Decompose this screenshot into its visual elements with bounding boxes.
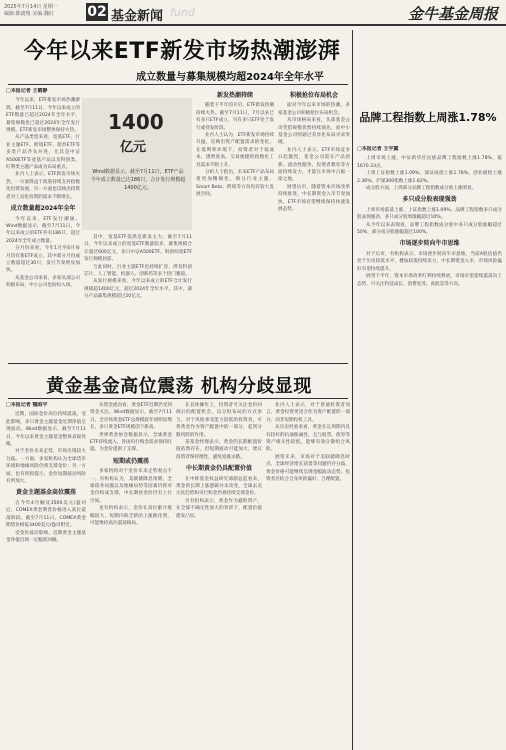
story1-col3-body bbox=[196, 102, 274, 198]
story2-col3b-body bbox=[176, 476, 262, 520]
section-english: fund bbox=[170, 6, 195, 19]
story1-col1 bbox=[6, 88, 80, 358]
story1-subheadline: 成立数量与募集规模均超2024年全年水平 bbox=[136, 72, 324, 83]
pull-unit: 亿元 bbox=[120, 140, 147, 155]
right-story-body1 bbox=[357, 155, 502, 192]
paragraph: 从产品类型来看，宽基ETF、行业主题ETF、跨境ETF、债券ETF等多类产品齐头并进，尤其是中证A500ETF等宽基产品以及科创类、红利类主题产品成为布局重点。 bbox=[6, 135, 80, 171]
paragraph: 业内人士认为，ETF新发市场持续升温，反映出资产配置需求的变化。在低利率环境下，投资者对于低成本、透明度高、交易便捷的指数化工具需求不断上升。 bbox=[196, 133, 274, 168]
paragraph: 其中，宽基ETF依然是新发主力。截至7月11日，今年以来成立的宽基ETF数量较多，募集规模合计超过600亿元，多只中证A500ETF、科创综指ETF发行规模居前。 bbox=[84, 235, 192, 263]
paragraph: 随着下半年的开启，ETF新发热潮持续火热。截至7月11日，7月以来已有多只ETF成立，另有多只ETF处于发行或待发阶段。 bbox=[196, 103, 274, 131]
story1-section1: 成立数量超2024年全年 bbox=[10, 205, 76, 213]
page-header bbox=[0, 0, 506, 24]
story1-col4-body bbox=[278, 102, 350, 213]
paragraph: 成分股方面，上周部分品牌工程指数成分股上涨明显。 bbox=[366, 186, 477, 192]
story1-headline: 今年以来ETF新发市场热潮澎湃 bbox=[23, 39, 341, 64]
page-number: 02 bbox=[87, 4, 107, 20]
story2-col3 bbox=[176, 402, 262, 746]
paragraph: 业内人士表示，ETF市场竞争日趋激烈，基金公司需在产品创新、流动性服务、投资者教育等方面持续发力，才能在市场中占据一席之地。 bbox=[278, 147, 350, 183]
section-title: 基金新闻 bbox=[111, 9, 164, 24]
paragraph: 上周上证指数上涨1.09%，深证成指上涨1.78%，创业板指上涨2.36%，沪深300指数上涨1.82%。 bbox=[357, 171, 502, 184]
story2-col2-body bbox=[90, 402, 172, 454]
paragraph: 从资金流向看，黄金ETF近期仍受到资金关注。Wind数据显示，截至7月11日，全市场黄金ETF总规模较年初明显增长，多只黄金ETF规模创下新高。 bbox=[90, 403, 172, 431]
paragraph: 多家机构对于金价未来走势观点不一。有机构认为，美联储降息预期、全球债务问题以及地缘局势等因素仍将对金价构成支撑，中长期看金价仍有上行空间。 bbox=[90, 469, 172, 504]
paragraph: 受金价波动影响，近期黄金主题基金净值出现一定幅度回撤。 bbox=[6, 530, 86, 543]
paragraph: 从发行规模来看，今年以来成立的ETF合计发行规模超1400亿元，超过2024年全年水平。其中，部分产品募集规模超过20亿元。 bbox=[84, 279, 192, 300]
paragraph: 展望下半年，资本市场改革红利持续释放，市场有望延续震荡向上态势，可关注科技成长、消费复苏、高股息等方向。 bbox=[357, 274, 502, 287]
paragraph: 自今年4月触及3500美元/盎司后，COMEX黄金期货价格进入高位震荡阶段。截至7月11日，COMEX黄金期货价格报3400美元/盎司附近。 bbox=[6, 500, 86, 529]
pull-text: Wind数据显示，截至7月11日，ETF产品今年成立数量已达186只，合计发行规模超1400亿元。 bbox=[90, 169, 186, 191]
story2-col4-body bbox=[266, 402, 350, 483]
story2-section2: 短期或仍震荡 bbox=[112, 457, 149, 465]
story1-section3: 积极抢位布局机会 bbox=[289, 92, 338, 99]
paragraph: 今年以来，ETF新发市场热潮澎湃。截至7月11日，今年以来成立的ETF数量已超过2024年全年水平，募集规模也已超过2024年全年发行规模。ETF新发市场整体保持火热。 bbox=[6, 98, 80, 134]
story1-section2: 新发热潮持续 bbox=[216, 92, 253, 99]
issue-meta bbox=[4, 4, 64, 18]
paragraph: 从今年以来表现看，品牌工程指数成分股中多只成分股涨幅超过50%，部分成分股涨幅超过100%。 bbox=[357, 222, 502, 236]
story1-col2-body bbox=[84, 234, 192, 301]
paragraph: 分析人士指出，未来ETF产品布局将更加精细化，细分行业主题、Smart Beta、跨境等方向均有较大发展空间。 bbox=[196, 170, 274, 198]
paragraph: 近期，国际金价高位持续震荡。受此影响，多只黄金主题基金近期净值呈现波动。Wind数据显示，截至7月11日，今年以来黄金主题基金整体表现亮眼。 bbox=[6, 412, 86, 448]
right-story-col bbox=[357, 146, 502, 746]
right-story-section1: 多只成分股表现强劲 bbox=[402, 196, 457, 204]
right-story-headline: 品牌工程指数上周涨1.78% bbox=[359, 111, 497, 124]
story2-headline: 黄金基金高位震荡 机构分歧显现 bbox=[46, 376, 312, 397]
story2-col2b-body bbox=[90, 468, 172, 527]
header-rule bbox=[0, 24, 506, 26]
issue-date: 2025年7月14日 星期一 bbox=[4, 4, 58, 10]
story2-col2 bbox=[90, 402, 172, 746]
paragraph: 在中欧基金权益研究部副总监看来，黄金的长期上涨逻辑并未改变，全球去美元化趋势和央行购金仍将持续支撑金价。 bbox=[176, 476, 262, 497]
story2-col3-body bbox=[176, 402, 262, 461]
paragraph: 分月份来看，今年1月至6月每月均有新ETF成立，其中部分月份成立数量超过30只，发行节奏明显加快。 bbox=[6, 246, 80, 274]
right-story-section2: 市场逐步转向牛市思维 bbox=[399, 240, 460, 248]
paragraph: 对于金价未来走势，市场出现较大分歧。一方面，多家机构认为全球货币环境和地缘风险仍将支撑金价；另一方面，也有机构提示，金价短期波动风险有所加大。 bbox=[6, 449, 86, 485]
paragraph: 上周市场上涨，中证新华社民族品牌工程指数上涨1.78%，报1670.33点。 bbox=[357, 156, 502, 169]
paragraph: 面对今年以来市场的热潮，多家基金公司积极抢位布局机会。 bbox=[278, 103, 350, 116]
column-divider bbox=[352, 30, 353, 750]
story2-section3: 中长期黄金仍具配置价值 bbox=[185, 465, 252, 473]
story2-col1b-body bbox=[6, 500, 86, 544]
paragraph: 业内人士表示，对于普通投资者而言，黄金投资更适合作为资产配置的一部分，而非短期投机工具。 bbox=[266, 403, 350, 423]
story2-col1-body bbox=[6, 411, 86, 485]
right-story-body3 bbox=[357, 251, 502, 288]
paragraph: 展望未来，市场对于美联储降息时点、全球经济增长前景等问题仍存分歧，黄金价格可能继续呈现宽幅波动态势。投资者应结合自身风险偏好，合理配置。 bbox=[266, 454, 350, 483]
paragraph: 从历史经验来看，黄金在长周期内具有较好的抗通胀属性，且与股票、债券等资产相关性较低，能够有效分散组合风险。 bbox=[266, 425, 350, 453]
story2-top-rule bbox=[8, 363, 348, 364]
story2-byline: □本报记者 魏昭宇 bbox=[6, 402, 48, 408]
pull-quote-box bbox=[82, 98, 192, 230]
right-story-byline: □本报记者 王宇露 bbox=[357, 146, 399, 152]
paragraph: 也有机构表示，金价在高位累计涨幅较大，短期内缺乏新的上涨催化剂，可能维持高位震荡格局。 bbox=[90, 506, 172, 527]
story2-col4 bbox=[266, 402, 350, 746]
paragraph: 今年以来，ETF发行潮涌。Wind数据显示，截至7月11日，今年以来成立的ETF共有186只，超过2024年全年成立数量。 bbox=[6, 216, 80, 244]
paragraph: 与此同时，行业主题ETF也持续扩容，涉及科创芯片、人工智能、机器人、创新药等多个热门赛道。 bbox=[84, 264, 192, 278]
issue-editors: 编辑:陈渡炮 美编:魏红 bbox=[4, 11, 54, 17]
story1-col4 bbox=[278, 88, 350, 358]
story1-col1-body bbox=[6, 97, 80, 201]
pull-number: 1400 bbox=[108, 110, 164, 134]
masthead-logo: 金牛基金周报 bbox=[407, 5, 498, 23]
paragraph: 对于后市，有机构表示，市场逐步转向牛市思维。当前A股估值仍处于历史较低水平，叠加政策持续发力，中长期资金入市，市场风险偏好有望持续提升。 bbox=[357, 251, 502, 272]
story1-col1b-body bbox=[6, 216, 80, 290]
paragraph: 业内人士表示，ETF新发市场火热，一方面得益于政策持续支持指数化投资发展，另一方面也反映出投资者对工具化投资的需求不断增长。 bbox=[6, 172, 80, 200]
paragraph: 上周市场震荡上涨，上证指数上涨1.09%。品牌工程指数多只成分股表现强劲，多只成分股周涨幅超过10%。 bbox=[357, 207, 502, 221]
story1-col3 bbox=[196, 88, 274, 358]
story1-col2 bbox=[84, 234, 192, 358]
story2-col1 bbox=[6, 402, 86, 746]
right-story-body2 bbox=[357, 207, 502, 237]
paragraph: 展望后市，随着资本市场改革持续推进，中长期资金入市节奏加快，ETF市场有望继续保持快速发展态势。 bbox=[278, 184, 350, 213]
paragraph: 从市场格局来看，头部基金公司凭借规模优势持续领先，而中小基金公司则通过差异化布局寻求突破。 bbox=[278, 118, 350, 146]
story2-section1: 黄金主题基金高位震荡 bbox=[15, 489, 76, 497]
paragraph: 世界黄金协会数据显示，全球黄金ETF持续流入，各国央行购金需求保持旺盛，为金价提供了支撑。 bbox=[90, 432, 172, 453]
paragraph: 从基金公司来看，多家头部公司积极布局，中小公司也纷纷入场。 bbox=[6, 275, 80, 289]
story1-rule bbox=[8, 84, 348, 85]
paragraph: 某基金经理表示，黄金的长期配置价值依然存在，但短期波动可能加大，建议投资者保持理性，避免追涨杀跌。 bbox=[176, 440, 262, 460]
paragraph: 另有机构表示，黄金作为避险资产，在全球不确定性加大的背景下，配置价值愈发凸显。 bbox=[176, 498, 262, 519]
story2-rule bbox=[8, 398, 348, 399]
paragraph: 在具体操作上，投资者可关注金价回调后的配置机会，以分批布局的方式参与。对于风险承受能力较低的投资者，可将黄金作为资产配置中的一部分，起到分散风险的作用。 bbox=[176, 403, 262, 438]
story1-byline: □本报记者 王鹤静 bbox=[6, 88, 48, 94]
